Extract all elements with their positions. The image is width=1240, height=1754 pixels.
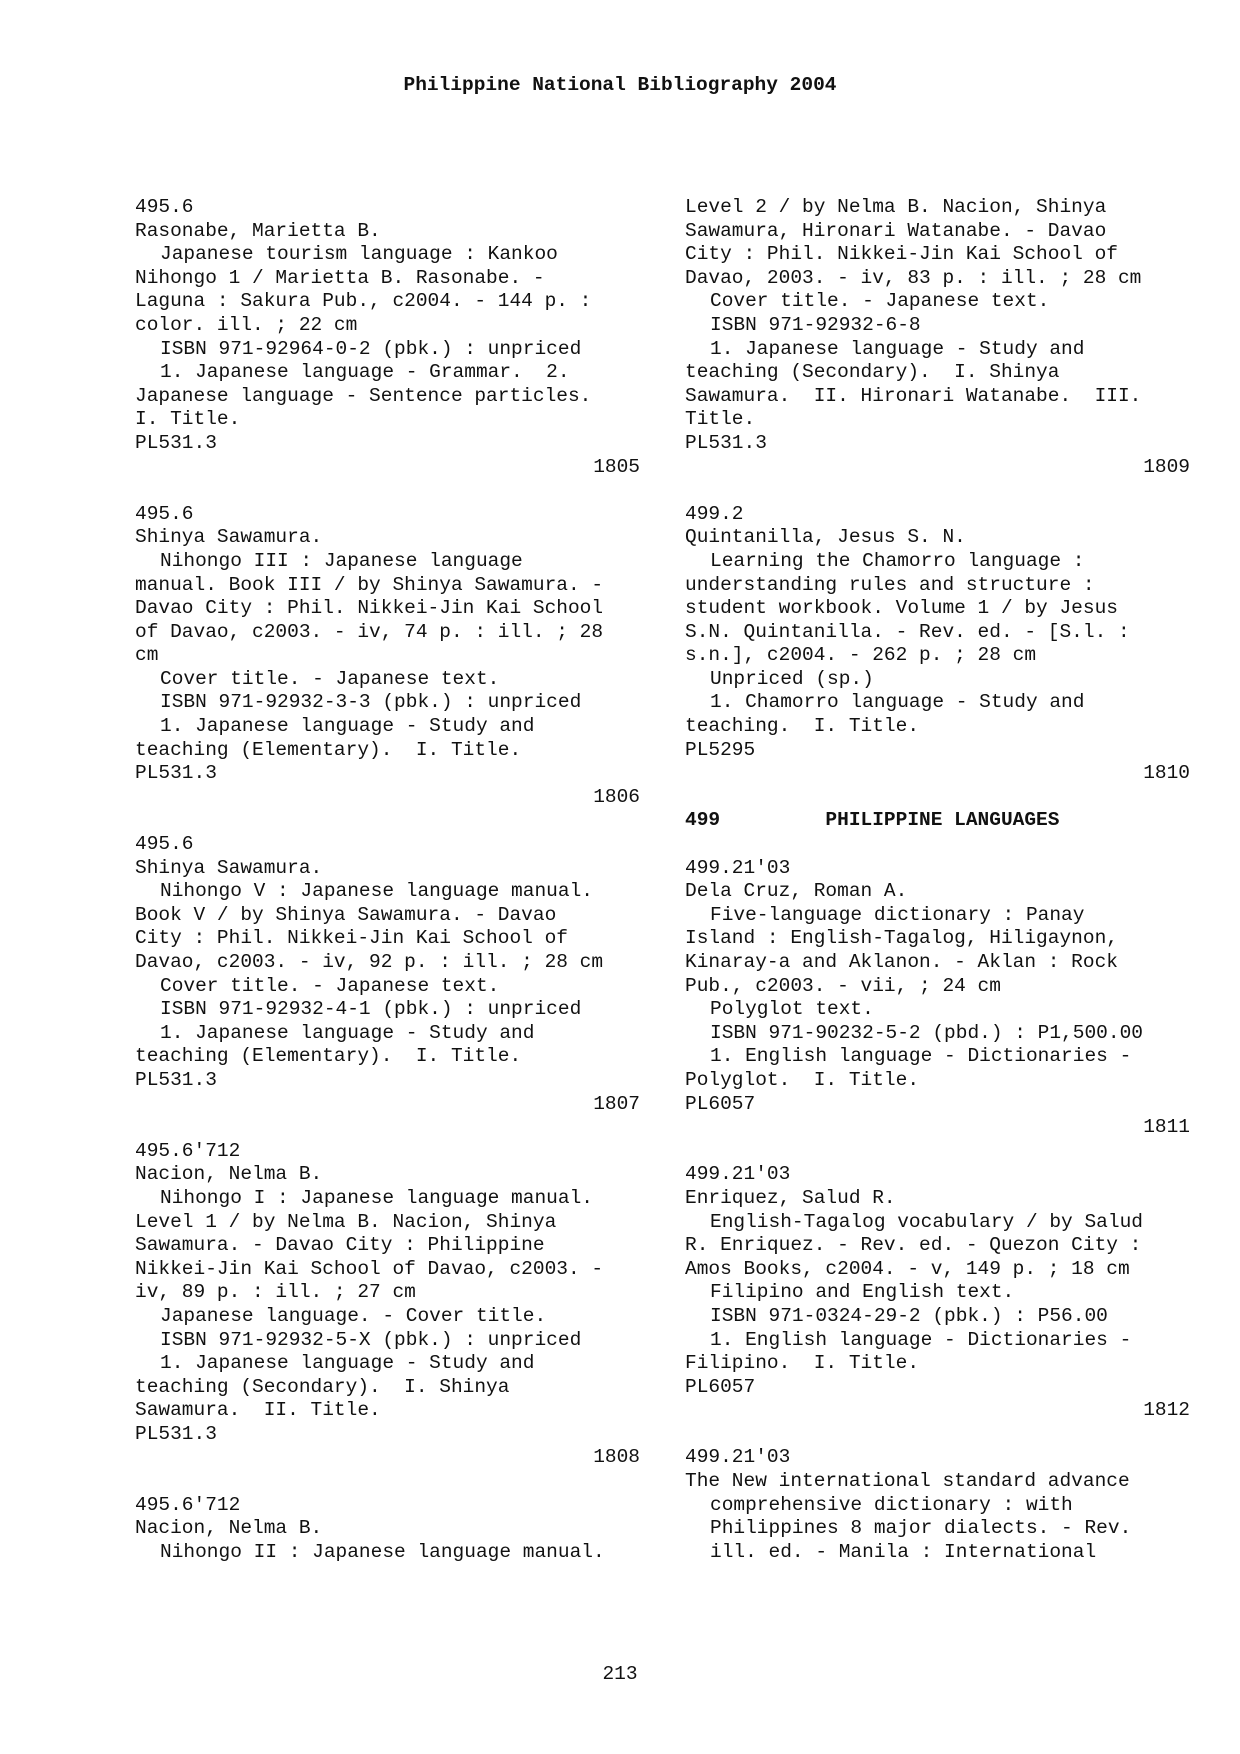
text-line-indented: ISBN 971-90232-5-2 (pbd.) : P1,500.00 <box>710 1021 1143 1044</box>
text-line: Nacion, Nelma B. <box>135 1163 323 1186</box>
text-line: I. Title. <box>135 408 241 431</box>
text-line-indented: ISBN 971-92964-0-2 (pbk.) : unpriced <box>160 337 582 360</box>
text-line: PL5295 <box>685 738 756 761</box>
text-line: cm <box>135 644 159 667</box>
left-column <box>135 196 640 1564</box>
text-line-indented: Polyglot text. <box>710 998 874 1021</box>
text-line-indented: 1. Japanese language - Study and <box>710 337 1085 360</box>
text-line: student workbook. Volume 1 / by Jesus <box>685 597 1118 620</box>
text-line-indented: ISBN 971-0324-29-2 (pbk.) : P56.00 <box>710 1304 1108 1327</box>
blank-line <box>685 786 1190 810</box>
text-line-indented: Japanese tourism language : Kankoo <box>160 243 558 266</box>
text-line: Nihongo 1 / Marietta B. Rasonabe. - <box>135 266 545 289</box>
text-line: Sawamura. - Davao City : Philippine <box>135 1234 545 1257</box>
text-line-indented: Nihongo I : Japanese language manual. <box>160 1186 593 1209</box>
text-line: Island : English-Tagalog, Hiligaynon, <box>685 927 1118 950</box>
text-line-indented: ISBN 971-92932-6-8 <box>710 313 921 336</box>
blank-line <box>135 479 640 503</box>
entry-number: 1812 <box>1143 1399 1190 1422</box>
text-line-indented: Nihongo V : Japanese language manual. <box>160 880 593 903</box>
blank-line <box>135 1116 640 1140</box>
text-line-indented: ISBN 971-92932-4-1 (pbk.) : unpriced <box>160 998 582 1021</box>
text-line: teaching (Secondary). I. Shinya <box>685 361 1060 384</box>
text-line: manual. Book III / by Shinya Sawamura. - <box>135 573 604 596</box>
entry-number: 1805 <box>593 455 640 478</box>
text-line: Davao City : Phil. Nikkei-Jin Kai School <box>135 597 604 620</box>
text-line: Japanese language - Sentence particles. <box>135 384 592 407</box>
text-line: s.n.], c2004. - 262 p. ; 28 cm <box>685 644 1037 667</box>
text-line: teaching (Elementary). I. Title. <box>135 1045 522 1068</box>
text-line: Rasonabe, Marietta B. <box>135 219 381 242</box>
text-line: S.N. Quintanilla. - Rev. ed. - [S.l. : <box>685 620 1130 643</box>
text-line: Sawamura. II. Title. <box>135 1399 381 1422</box>
text-line: Shinya Sawamura. <box>135 526 323 549</box>
text-line: 495.6 <box>135 833 194 856</box>
text-line-indented: Cover title. - Japanese text. <box>160 667 500 690</box>
text-line: Book V / by Shinya Sawamura. - Davao <box>135 903 557 926</box>
text-line-indented: Cover title. - Japanese text. <box>710 290 1050 313</box>
text-line: Shinya Sawamura. <box>135 856 323 879</box>
text-line-indented: Learning the Chamorro language : <box>710 549 1085 572</box>
text-line: color. ill. ; 22 cm <box>135 313 358 336</box>
text-line: Nacion, Nelma B. <box>135 1517 323 1540</box>
text-line-indented: Japanese language. - Cover title. <box>160 1304 547 1327</box>
blank-line <box>685 479 1190 503</box>
text-line: 499.21'03 <box>685 856 791 879</box>
text-line: 495.6'712 <box>135 1139 241 1162</box>
text-line-indented: Cover title. - Japanese text. <box>160 974 500 997</box>
text-line-indented: Unpriced (sp.) <box>710 667 874 690</box>
text-line: 495.6'712 <box>135 1493 241 1516</box>
text-line: 499.21'03 <box>685 1163 791 1186</box>
text-line: PL531.3 <box>135 431 217 454</box>
blank-line <box>685 833 1190 857</box>
entry-number: 1808 <box>593 1446 640 1469</box>
blank-line <box>135 1470 640 1494</box>
text-line-indented: 1. Japanese language - Grammar. 2. <box>160 361 570 384</box>
page-header-title: Philippine National Bibliography 2004 <box>403 74 837 96</box>
entry-number: 1809 <box>1143 455 1190 478</box>
text-line: Dela Cruz, Roman A. <box>685 880 908 903</box>
entry-number: 1807 <box>593 1092 640 1115</box>
text-line: understanding rules and structure : <box>685 573 1095 596</box>
text-line-indented: 1. Japanese language - Study and <box>160 1021 535 1044</box>
text-line: City : Phil. Nikkei-Jin Kai School of <box>135 927 568 950</box>
text-line-indented: Five-language dictionary : Panay <box>710 903 1085 926</box>
text-line-indented: comprehensive dictionary : with <box>710 1493 1073 1516</box>
text-line: Filipino. I. Title. <box>685 1352 920 1375</box>
entry-number: 1806 <box>593 785 640 808</box>
blank-line <box>685 1423 1190 1447</box>
page-number: 213 <box>602 1663 638 1685</box>
text-line: of Davao, c2003. - iv, 74 p. : ill. ; 28 <box>135 620 604 643</box>
text-line: Kinaray-a and Aklanon. - Aklan : Rock <box>685 951 1118 973</box>
text-line: teaching (Secondary). I. Shinya <box>135 1375 510 1398</box>
text-line-indented: ill. ed. - Manila : International <box>710 1540 1097 1563</box>
text-line: PL531.3 <box>135 1422 217 1445</box>
text-line: Polyglot. I. Title. <box>685 1068 920 1091</box>
text-line: teaching. I. Title. <box>685 715 920 738</box>
text-line: Laguna : Sakura Pub., c2004. - 144 p. : <box>135 290 592 313</box>
text-line: 495.6 <box>135 196 194 218</box>
text-line: Nikkei-Jin Kai School of Davao, c2003. - <box>135 1257 604 1280</box>
text-line-indented: Nihongo II : Japanese language manual. <box>160 1540 605 1563</box>
text-line: Sawamura. II. Hironari Watanabe. III. <box>685 384 1142 407</box>
text-line-indented: 1. Japanese language - Study and <box>160 715 535 738</box>
text-line: PL6057 <box>685 1092 756 1115</box>
entry-number: 1811 <box>1143 1116 1190 1139</box>
entry-number: 1810 <box>1143 762 1190 785</box>
text-line: Pub., c2003. - vii, ; 24 cm <box>685 974 1001 997</box>
text-line-indented: ISBN 971-92932-5-X (pbk.) : unpriced <box>160 1328 582 1351</box>
text-line-indented: 1. Chamorro language - Study and <box>710 691 1085 714</box>
text-line: PL531.3 <box>135 1068 217 1091</box>
text-line: Davao, c2003. - iv, 92 p. : ill. ; 28 cm <box>135 951 604 973</box>
right-column <box>685 196 1190 1564</box>
text-line: teaching (Elementary). I. Title. <box>135 738 522 761</box>
text-line: 495.6 <box>135 502 194 525</box>
text-line-indented: ISBN 971-92932-3-3 (pbk.) : unpriced <box>160 691 582 714</box>
text-line-indented: Philippines 8 major dialects. - Rev. <box>710 1517 1132 1540</box>
text-line-indented: 1. Japanese language - Study and <box>160 1352 535 1375</box>
text-line: Sawamura, Hironari Watanabe. - Davao <box>685 219 1107 242</box>
text-line: PL6057 <box>685 1375 756 1398</box>
text-line: Quintanilla, Jesus S. N. <box>685 526 966 549</box>
section-heading: 499 PHILIPPINE LANGUAGES <box>685 809 1060 832</box>
text-line: iv, 89 p. : ill. ; 27 cm <box>135 1281 416 1304</box>
text-line: R. Enriquez. - Rev. ed. - Quezon City : <box>685 1234 1142 1257</box>
text-line: PL531.3 <box>135 762 217 785</box>
text-line: Davao, 2003. - iv, 83 p. : ill. ; 28 cm <box>685 266 1142 289</box>
text-line: Level 2 / by Nelma B. Nacion, Shinya <box>685 196 1107 218</box>
text-line: Title. <box>685 408 756 431</box>
text-line-indented: English-Tagalog vocabulary / by Salud <box>710 1210 1143 1233</box>
text-line: Enriquez, Salud R. <box>685 1186 896 1209</box>
text-line: Amos Books, c2004. - v, 149 p. ; 18 cm <box>685 1257 1130 1280</box>
text-line: The New international standard advance <box>685 1470 1130 1493</box>
text-line: 499.2 <box>685 502 744 525</box>
text-line: PL531.3 <box>685 431 767 454</box>
blank-line <box>135 809 640 833</box>
text-line-indented: 1. English language - Dictionaries - <box>710 1328 1132 1351</box>
text-line-indented: 1. English language - Dictionaries - <box>710 1045 1132 1068</box>
blank-line <box>685 1140 1190 1164</box>
text-line: Level 1 / by Nelma B. Nacion, Shinya <box>135 1210 557 1233</box>
text-line: City : Phil. Nikkei-Jin Kai School of <box>685 243 1118 266</box>
text-line-indented: Filipino and English text. <box>710 1281 1015 1304</box>
text-line-indented: Nihongo III : Japanese language <box>160 549 523 572</box>
text-line: 499.21'03 <box>685 1446 791 1469</box>
